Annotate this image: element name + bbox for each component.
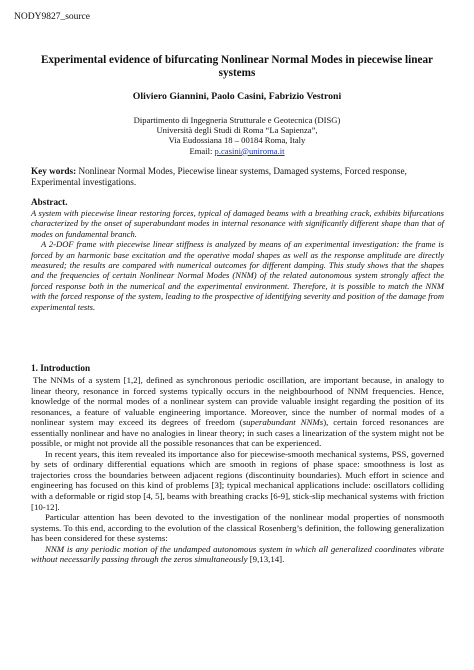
abstract-paragraph-2: A 2-DOF frame with piecewise linear stiffness is analyzed by means of an experimental investigation: the frame is forced by an harmonic base excitation and the operative modal shapes as well as the response amplitude are directly measured; the results are compared with numerical outcomes for different damping. This study shows that the shapes and the frequencies of certain Nonlinear Normal Modes (NNM) of the related autonomous system strongly affect the forced response both in the numerical and the experimental environment. Therefore, it is possible to match the NNM with the forced response of the system, leading to the prospective of identifying severity and position of the damage from experimental tests. — [31, 239, 444, 312]
intro-p1-end: ), certain forced resonances are essentially nonlinear and have no analogies in linear theory; in such cases a linearization of the system might not be possible, or might not provide all the possible resonances that can be experienced. — [31, 417, 445, 449]
email-label: Email: — [189, 145, 215, 156]
author-list: Oliviero Giannini, Paolo Casini, Fabrizio Vestroni — [132, 91, 342, 102]
keywords-label: Key words: — [31, 166, 77, 176]
keywords-block — [31, 166, 444, 188]
keywords-text: Nonlinear Normal Modes, Piecewise linear systems, Damaged systems, Forced response, Experimental investigations. — [31, 166, 407, 187]
intro-definition — [31, 544, 444, 565]
abstract-paragraph-1: A system with piecewise linear restoring forces, typical of damaged beams with a breathing crack, exhibits bifurcations characterized by the onset of superabundant modes in internal resonance with significantly different shape than that of modes on fundamental branch. — [31, 208, 444, 239]
abstract-heading: Abstract. — [31, 197, 68, 207]
affiliation-department: Dipartimento di Ingegneria Strutturale e Geotecnica (DISG) — [133, 115, 341, 125]
affiliation-block — [0, 115, 474, 156]
affiliation-university: Università degli Studi di Roma “La Sapienza”, — [156, 125, 318, 136]
abstract-body — [31, 208, 444, 312]
intro-paragraph-1 — [31, 375, 444, 449]
intro-paragraph-2: In recent years, this item revealed its importance also for piecewise-smooth mechanical systems, PSS, governed by sets of ordinary differential equations which are smooth in regions of phase space: smoothness is lost as trajectories cross the boundaries between adjacent regions (discontinuity boundaries). Much effort in science and engineering has focused on this kind of problems [3]; typical mechanical applications include: oscillators colliding with a deformable or rigid stop [4, 5], beams with breathing cracks [6-9], stick-slip mechanical systems with friction [10-12]. — [31, 448, 444, 512]
source-tag: NODY9827_source — [14, 12, 90, 22]
email-link[interactable]: p.casini@uniroma.it — [214, 145, 285, 156]
paper-title: Experimental evidence of bifurcating Nonlinear Normal Modes in piecewise linear systems — [40, 54, 434, 79]
introduction-body — [31, 375, 444, 565]
intro-p1-emphasis: superabundant NNMs — [242, 417, 324, 428]
intro-paragraph-3: Particular attention has been devoted to the investigation of the nonlinear modal properties of nonsmooth systems. To this end, according to the evolution of the classical Rosenberg’s definition, the following generalization has been considered for these systems: — [31, 512, 444, 544]
section-heading-introduction: 1. Introduction — [31, 363, 91, 373]
intro-p1-start: The NNMs of a system [1,2], defined as synchronous periodic oscillation, are important because, in analogy to linear theory, resonance in forced systems typically occurs in the neighbourhood of NNM frequencies. Hence, knowledge of the normal modes of a nonlinear system can provide valuable insight regarding the position of its resonances, a feature of valuable engineering importance. Moreover, since the number of normal modes of a nonlinear system may exceed its degrees of freedom ( — [31, 375, 444, 428]
intro-definition-refs: [9,13,14]. — [247, 554, 285, 565]
intro-definition-text: NNM is any periodic motion of the undamped autonomous system in which all generalized coordinates vibrate without necessarily passing through the zeros simultaneously — [31, 543, 444, 565]
affiliation-address: Via Eudossiana 18 – 00184 Roma, Italy — [168, 135, 306, 146]
affiliation-email-line — [0, 146, 474, 156]
